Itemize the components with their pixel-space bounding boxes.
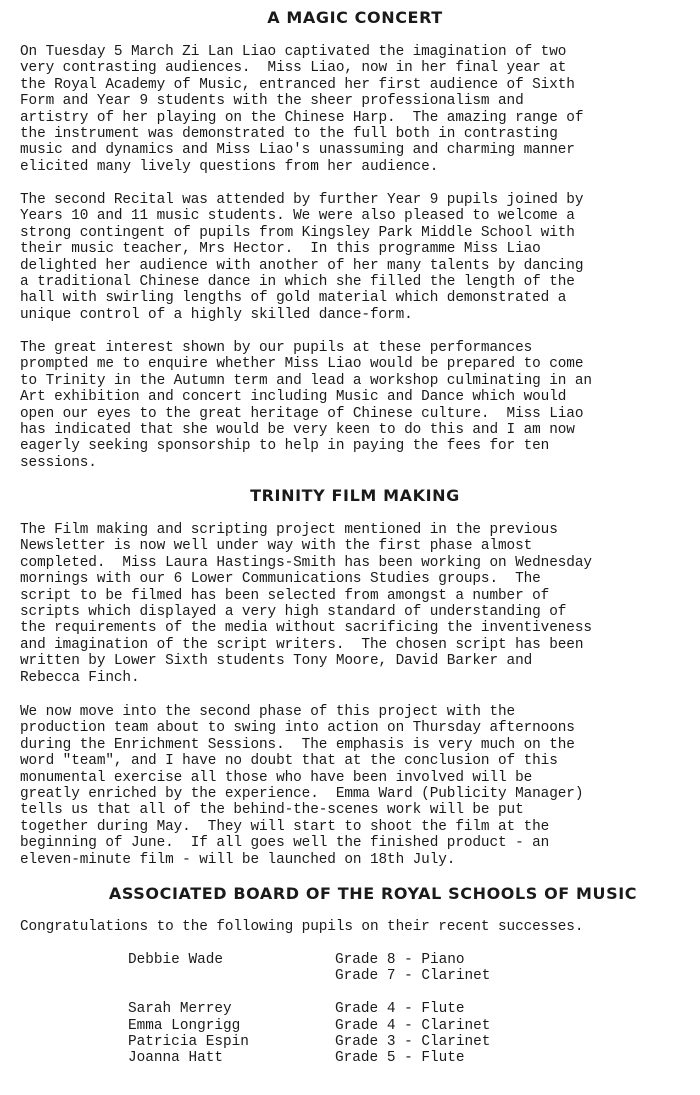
pupil-name: Debbie Wade xyxy=(128,952,223,968)
paragraph: The Film making and scripting project mentioned in the previous Newsletter is now well under way with the first phase almost completed. Miss Laura Hastings-Smith has been working on Wednesday mornings with our 6 Lower Communications Studies groups. The script to be filmed has been selected from amongst a number of scripts which displayed a very high standard of understanding of the requirements of the media without sacrificing the inventiveness and imagination of the script writers. The chosen script has been written by Lower Sixth students Tony Moore, David Barker and Rebecca Finch. xyxy=(20,522,592,686)
result-row xyxy=(128,952,490,968)
pupil-name: Patricia Espin xyxy=(128,1033,249,1050)
result-row xyxy=(128,1034,490,1050)
result-row xyxy=(128,1050,490,1066)
pupil-name: Joanna Hatt xyxy=(128,1050,223,1067)
pupil-name xyxy=(128,968,335,984)
pupil-grade: Grade 5 - Flute xyxy=(335,1050,465,1067)
pupil-grade: Grade 4 - Clarinet xyxy=(335,1017,491,1034)
paragraph: We now move into the second phase of this project with the production team about to swing into action on Thursday afternoons during the Enrichment Sessions. The emphasis is very much on the word "team", and I have no doubt that at the conclusion of this monumental exercise all those who have been involved will be greatly enriched by the experience. Emma Ward (Publicity Manager) tells us that all of the behind-the-scenes work will be put together during May. They will start to shoot the film at the beginning of June. If all goes well the finished product - an eleven-minute film - will be launched on 18th July. xyxy=(20,704,584,868)
result-row xyxy=(128,1001,490,1017)
section-title-magic-concert: A MAGIC CONCERT xyxy=(267,8,443,27)
congratulations-intro: Congratulations to the following pupils on their recent successes. xyxy=(20,919,584,935)
section-title-film-making: TRINITY FILM MAKING xyxy=(250,486,460,505)
section-title-associated-board: ASSOCIATED BOARD OF THE ROYAL SCHOOLS OF MUSIC xyxy=(108,884,638,903)
paragraph: The second Recital was attended by further Year 9 pupils joined by Years 10 and 11 music students. We were also pleased to welcome a strong contingent of pupils from Kingsley Park Middle School with their music teacher, Mrs Hector. In this programme Miss Liao delighted her audience with another of her many talents by dancing a traditional Chinese dance in which she filled the length of the hall with swirling lengths of gold material which demonstrated a unique control of a highly skilled dance-form. xyxy=(20,192,584,323)
pupil-name: Emma Longrigg xyxy=(128,1017,241,1034)
pupil-grade: Grade 4 - Flute xyxy=(335,1001,465,1018)
paragraph: The great interest shown by our pupils at these performances prompted me to enquire whether Miss Liao would be prepared to come to Trinity in the Autumn term and lead a workshop culminating in an Art exhibition and concert including Music and Dance which would open our eyes to the great heritage of Chinese culture. Miss Liao has indicated that she would be very keen to do this and I am now eagerly seeking sponsorship to help in paying the fees for ten sessions. xyxy=(20,340,592,471)
exam-results-list xyxy=(128,952,490,1067)
paragraph: On Tuesday 5 March Zi Lan Liao captivated the imagination of two very contrasting audiences. Miss Liao, now in her final year at the Royal Academy of Music, entranced her first audience of Sixth Form and Year 9 students with the sheer professionalism and artistry of her playing on the Chinese Harp. The amazing range of the instrument was demonstrated to the full both in contrasting music and dynamics and Miss Liao's unassuming and charming manner elicited many lively questions from her audience. xyxy=(20,44,584,175)
pupil-grade: Grade 8 - Piano xyxy=(335,952,465,968)
pupil-name: Sarah Merrey xyxy=(128,1001,232,1018)
pupil-grade: Grade 3 - Clarinet xyxy=(335,1033,491,1050)
result-row xyxy=(128,1018,490,1034)
pupil-grade: Grade 7 - Clarinet xyxy=(335,968,491,985)
result-row xyxy=(128,968,490,984)
